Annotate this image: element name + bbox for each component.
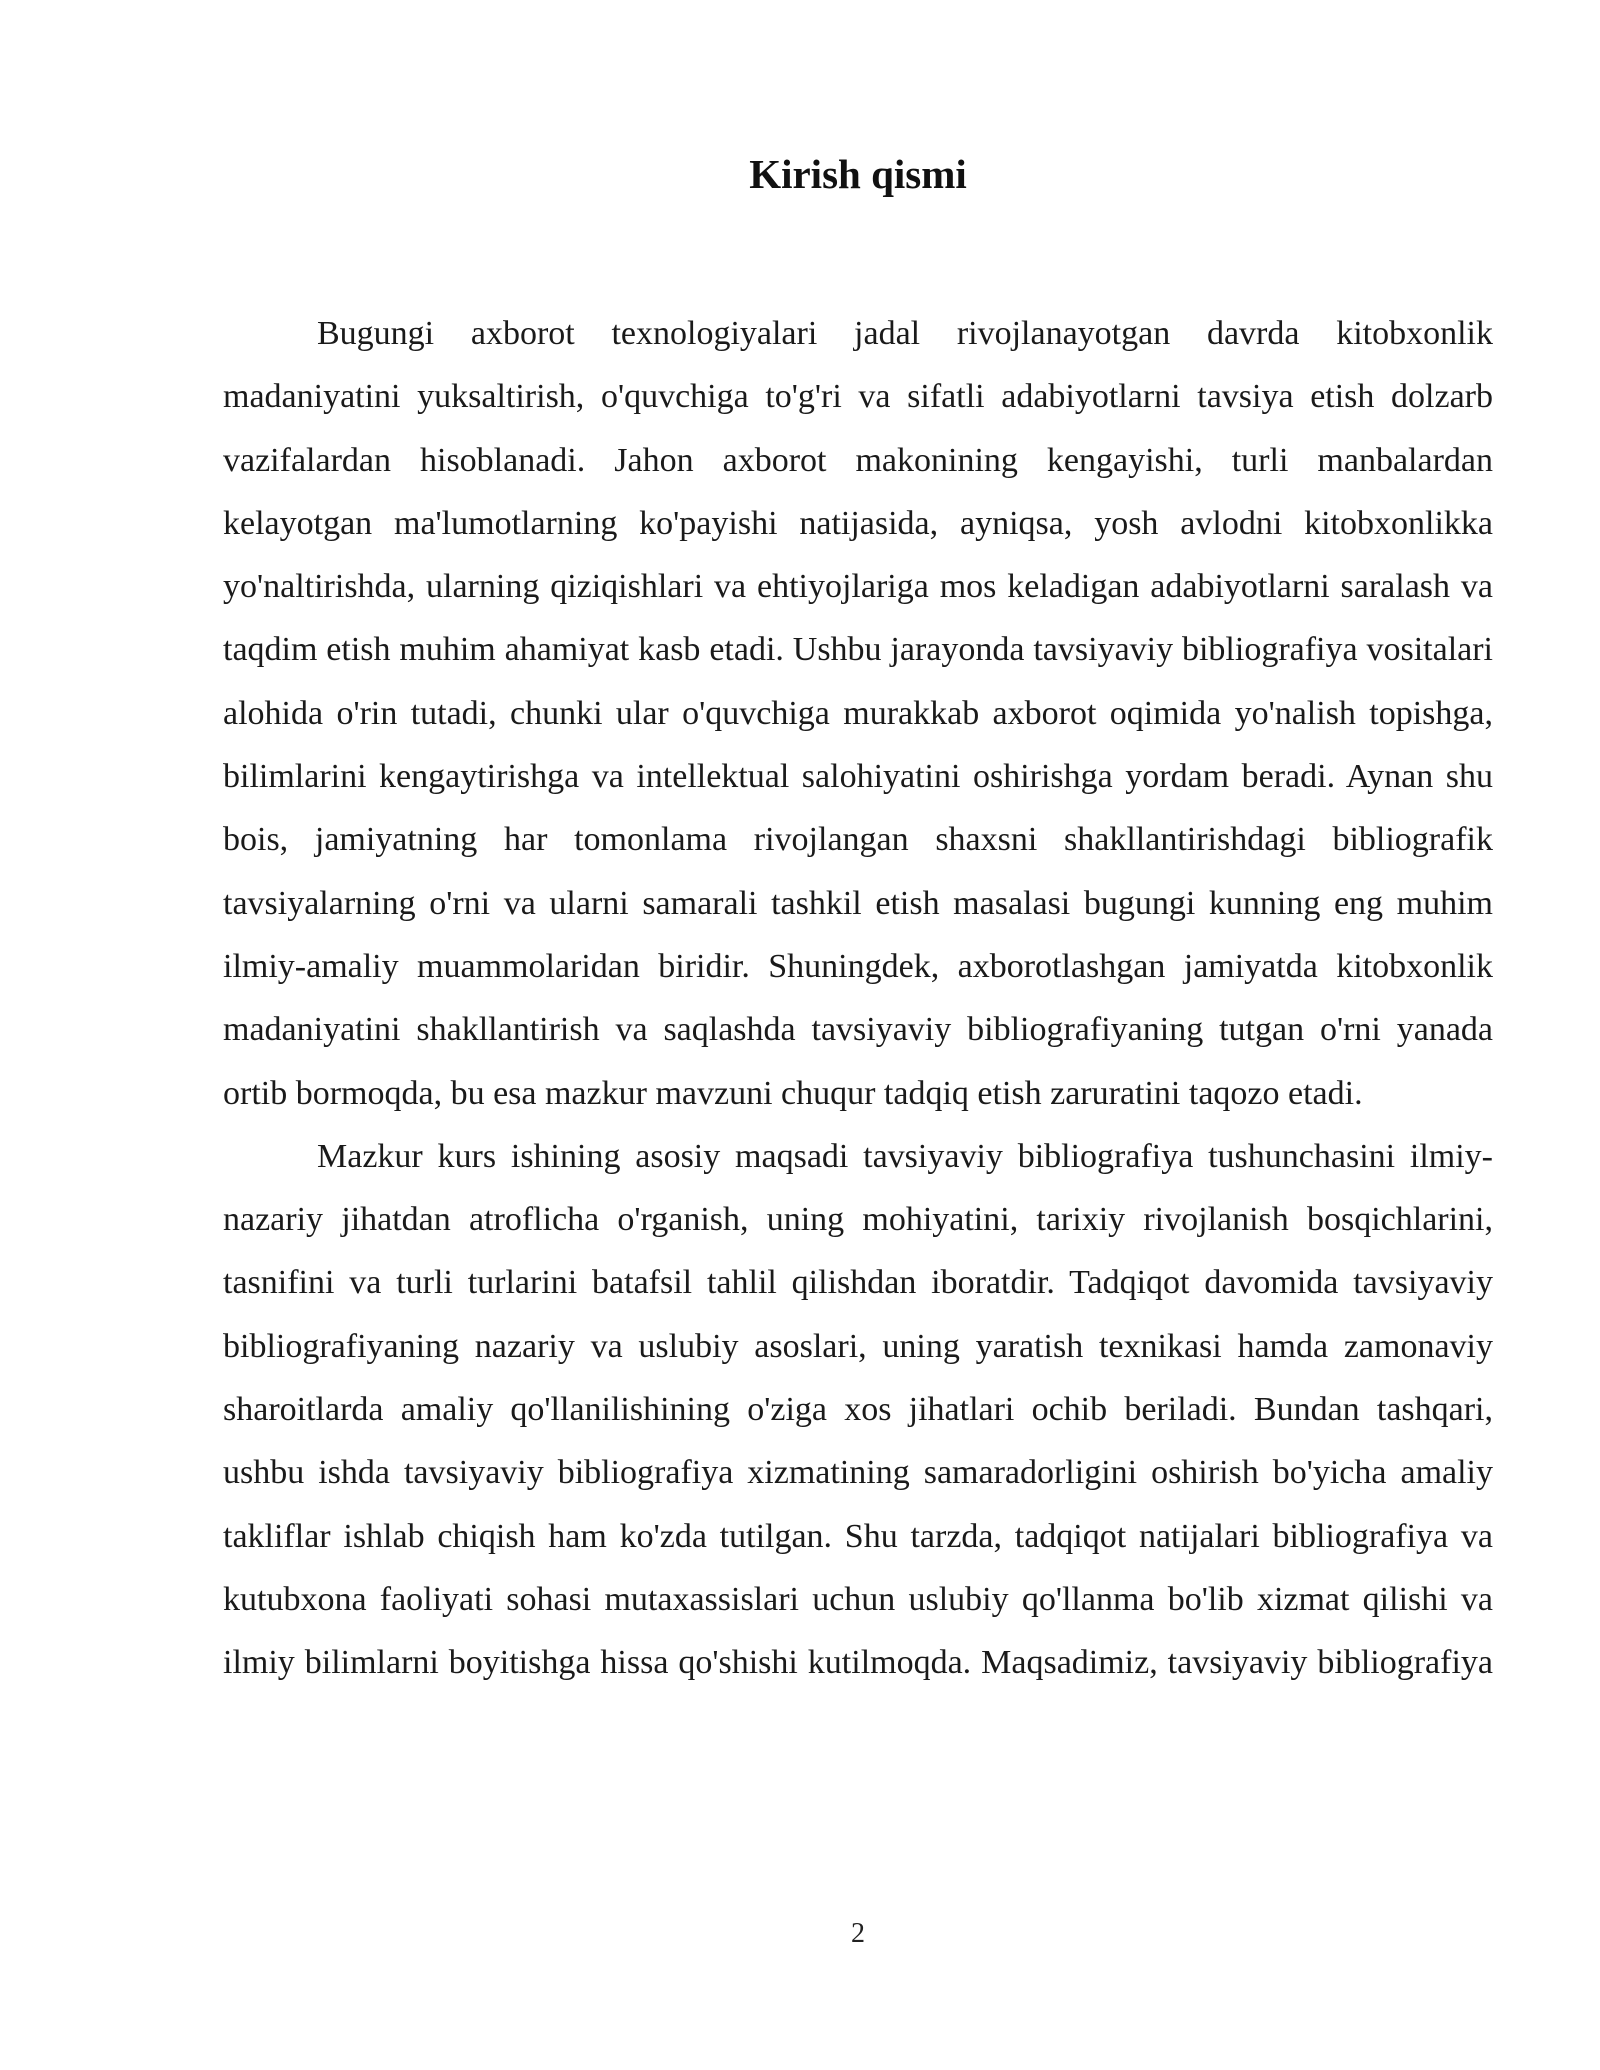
page-title: Kirish qismi [749, 151, 967, 197]
page-number: 2 [851, 1918, 865, 1949]
paragraph-2: Mazkur kurs ishining asosiy maqsadi tavsiyaviy bibliografiya tushunchasini ilmiy-nazariy jihatdan atroflicha o'rganish, uning mohiyatini, tarixiy rivojlanish bosqichlarini, tasnifini va turli turlarini batafsil tahlil qilishdan iboratdir. Tadqiqot davomida tavsiyaviy bibliografiyaning nazariy va uslubiy asoslari, uning yaratish texnikasi hamda zamonaviy sharoitlarda amaliy qo'llanilishining o'ziga xos jihatlari ochib beriladi. Bundan tashqari, ushbu ishda tavsiyaviy bibliografiya xizmatining samaradorligini oshirish bo'yicha amaliy takliflar ishlab chiqish ham ko'zda tutilgan. Shu tarzda, tadqiqot natijalari bibliografiya va kutubxona faoliyati sohasi mutaxassislari uchun uslubiy qo'llanma bo'lib xizmat qilishi va ilmiy bilimlarni boyitishga hissa qo'shishi kutilmoqda. Maqsadimiz, tavsiyaviy bibliografiya [223, 1137, 1493, 1682]
paragraph-1: Bugungi axborot texnologiyalari jadal rivojlanayotgan davrda kitobxonlik madaniyatini yuksaltirish, o'quvchiga to'g'ri va sifatli adabiyotlarni tavsiya etish dolzarb vazifalardan hisoblanadi. Jahon axborot makonining kengayishi, turli manbalardan kelayotgan ma'lumotlarning ko'payishi natijasida, ayniqsa, yosh avlodni kitobxonlikka yo'naltirishda, ularning qiziqishlari va ehtiyojlariga mos keladigan adabiyotlarni saralash va taqdim etish muhim ahamiyat kasb etadi. Ushbu jarayonda tavsiyaviy bibliografiya vositalari alohida o'rin tutadi, chunki ular o'quvchiga murakkab axborot oqimida yo'nalish topishga, bilimlarini kengaytirishga va intellektual salohiyatini oshirishga yordam beradi. Aynan shu bois, jamiyatning har tomonlama rivojlangan shaxsni shakllantirishdagi bibliografik tavsiyalarning o'rni va ularni samarali tashkil etish masalasi bugungi kunning eng muhim ilmiy-amaliy muammolaridan biridir. Shuningdek, axborotlashgan jamiyatda kitobxonlik madaniyatini shakllantirish va saqlashda tavsiyaviy bibliografiyaning tutgan o'rni yanada ortib bormoqda, bu esa mazkur mavzuni chuqur tadqiq etish zaruratini taqozo etadi. [223, 315, 1493, 1112]
body-text [223, 302, 1493, 1695]
